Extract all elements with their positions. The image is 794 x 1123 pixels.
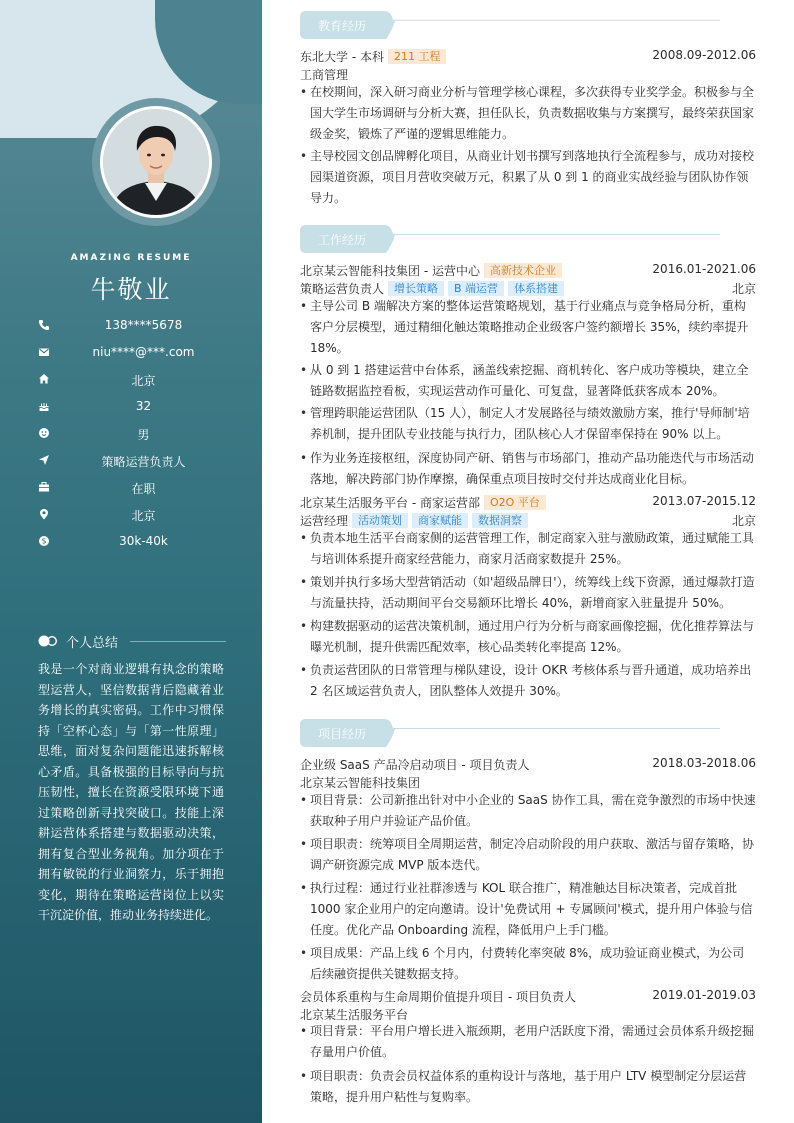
- contact-location: [0, 505, 262, 525]
- company-name: 北京某生活服务平台 - 商家运营部: [300, 496, 480, 510]
- project-name: 企业级 SaaS 产品冷启动项目 - 项目负责人: [300, 758, 530, 772]
- target-position-text: 策略运营负责人: [101, 455, 186, 469]
- summary-title: 个人总结: [66, 636, 119, 651]
- job-status-text: 在职: [131, 482, 156, 496]
- contact-age: [0, 397, 262, 417]
- phone-text: 138****5678: [104, 318, 183, 332]
- tagline: AMAZING RESUME: [70, 253, 192, 263]
- school-badge: 211 工程: [388, 49, 447, 64]
- education-major: 工商管理: [300, 68, 349, 82]
- skill-tag: 活动策划: [352, 513, 408, 528]
- job-city: 北京: [731, 514, 756, 528]
- project-bullet: • 项目成果：产品上线 6 个月内，付费转化率突破 8%，成功验证商业模式，为公司后续融资提供关键数据支持。: [300, 943, 756, 985]
- salary-text: 30k-40k: [119, 534, 168, 548]
- candidate-name: 牛敬业: [90, 275, 172, 304]
- projects-title: 项目经历: [318, 727, 367, 741]
- education-bullet: • 在校期间，深入研习商业分析与管理学核心课程，多次获得专业奖学金。积极参与全国大学生市场调研与分析大赛，担任队长，负责数据收集与方案撰写，最终荣获国家级金奖，锻炼了严谨的逻辑思维能力。: [300, 82, 756, 145]
- job-bullet: • 主导公司 B 端解决方案的整体运营策略规划，基于行业痛点与竞争格局分析，重构客户分层模型，通过精细化触达策略推动企业级客户签约额增长 35%，续约率提升 18%。: [300, 296, 756, 359]
- education-date: 2008.09-2012.06: [652, 48, 756, 62]
- age-text: 32: [135, 399, 152, 413]
- location-pin-icon: [38, 508, 50, 520]
- education-major-row: [300, 65, 756, 83]
- email-icon: [38, 346, 50, 358]
- job-bullet: • 构建数据驱动的运营决策机制，通过用户行为分析与商家画像挖掘，优化推荐算法与曝光机制，提升供需匹配效率，核心品类转化率提高 12%。: [300, 616, 756, 658]
- job-bullet: • 从 0 到 1 搭建运营中台体系，涵盖线索挖掘、商机转化、客户成功等模块，建立全链路数据监控看板，实现运营动作可量化、可复盘，显著降低获客成本 20%。: [300, 360, 756, 402]
- company-badge: 高新技术企业: [484, 263, 562, 278]
- project-bullet: • 项目背景：公司新推出针对中小企业的 SaaS 协作工具，需在竞争激烈的市场中快速获取种子用户并验证产品价值。: [300, 790, 756, 832]
- email-text: niu****@***.com: [92, 345, 195, 359]
- project-bullet: • 项目职责：负责会员权益体系的重构设计与落地，基于用户 LTV 模型制定分层运营策略，提升用户粘性与复购率。: [300, 1066, 756, 1108]
- salary-icon: [38, 535, 50, 547]
- project-bullet: • 项目职责：统筹项目全周期运营，制定冷启动阶段的用户获取、激活与留存策略，协调产研资源完成 MVP 版本迭代。: [300, 834, 756, 876]
- project-org: 北京某云智能科技集团: [300, 776, 421, 790]
- location-text: 北京: [131, 509, 156, 523]
- job-city: 北京: [731, 282, 756, 296]
- contact-email: [0, 343, 262, 363]
- project-date: 2018.03-2018.06: [652, 756, 756, 770]
- skill-tag: 增长策略: [388, 281, 444, 296]
- phone-icon: [38, 319, 50, 331]
- job-role-row: [300, 279, 756, 297]
- send-icon: [38, 454, 50, 466]
- contact-target-position: [0, 451, 262, 471]
- sidebar: [0, 0, 262, 1123]
- section-header-education: [300, 11, 720, 39]
- main-content: [262, 0, 794, 1123]
- section-header-work: [300, 225, 720, 253]
- project-header: [300, 987, 756, 1005]
- contact-home: [0, 370, 262, 390]
- job-bullet: • 负责本地生活平台商家侧的运营管理工作，制定商家入驻与激励政策，通过赋能工具与培训体系提升商家经营能力，商家月活商家数提升 25%。: [300, 528, 756, 570]
- gender-text: 男: [137, 428, 150, 442]
- skill-tag: 数据洞察: [472, 513, 528, 528]
- company-badge: O2O 平台: [484, 495, 546, 510]
- education-bullet: • 主导校园文创品牌孵化项目，从商业计划书撰写到落地执行全流程参与，成功对接校园渠道资源，项目月营收突破万元，积累了从 0 到 1 的商业实战经验与团队协作领导力。: [300, 146, 756, 209]
- project-org: 北京某生活服务平台: [300, 1008, 409, 1022]
- svg-text:$: $: [41, 536, 47, 546]
- project-org-row: [300, 773, 756, 791]
- project-header: [300, 755, 756, 773]
- contact-gender: [0, 424, 262, 444]
- school-name: 东北大学 - 本科: [300, 50, 384, 64]
- job-date: 2016.01-2021.06: [652, 262, 756, 276]
- skill-tag: 商家赋能: [412, 513, 468, 528]
- summary-text: 我是一个对商业逻辑有执念的策略型运营人，坚信数据背后隐藏着业务增长的真实密码。工作中习惯保持「空杯心态」与「第一性原理」思维，面对复杂问题能迅速拆解核心矛盾。具备极强的目标导向与抗压韧性，擅长在资源受限环境下通过策略创新寻找突破口。技能上深耕运营体系搭建与数据驱动决策，拥有复合型业务视角。加分项在于拥有敏锐的行业洞察力，乐于拥抱变化，期待在策略运营岗位上以实干沉淀价值，推动业务持续进化。: [38, 662, 224, 922]
- project-bullet: • 项目背景：平台用户增长进入瓶颈期，老用户活跃度下滑，需通过会员体系升级挖掘存量用户价值。: [300, 1021, 756, 1063]
- hometown-text: 北京: [131, 374, 156, 388]
- work-title: 工作经历: [318, 233, 367, 247]
- education-title: 教育经历: [318, 19, 367, 33]
- job-header: [300, 493, 756, 511]
- summary-heading: [38, 632, 226, 650]
- summary-divider: [130, 641, 226, 642]
- avatar-portrait-image: [103, 109, 209, 215]
- project-name: 会员体系重构与生命周期价值提升项目 - 项目负责人: [300, 990, 576, 1004]
- contact-status: [0, 478, 262, 498]
- education-header: [300, 47, 756, 65]
- job-bullet: • 管理跨职能运营团队（15 人），制定人才发展路径与绩效激励方案，推行'导师制'培养机制，提升团队专业技能与执行力，团队核心人才保留率保持在 90% 以上。: [300, 403, 756, 445]
- skill-tag: B 端运营: [448, 281, 504, 296]
- job-role-row: [300, 511, 756, 529]
- section-header-projects: [300, 719, 720, 747]
- job-bullet: • 负责运营团队的日常管理与梯队建设，设计 OKR 考核体系与晋升通道，成功培养出 2 名区域运营负责人，团队整体人效提升 30%。: [300, 660, 756, 702]
- job-role: 运营经理: [300, 514, 349, 528]
- contact-phone: [0, 316, 262, 336]
- cake-icon: [38, 400, 50, 412]
- job-date: 2013.07-2015.12: [652, 494, 756, 508]
- project-bullet: • 执行过程：通过行业社群渗透与 KOL 联合推广，精准触达目标决策者，完成首批 1000 家企业用户的定向邀请。设计'免费试用 + 专属顾问'模式，提升用户体验与信任度。优化产品 Onboarding 流程，降低用户上手门槛。: [300, 878, 756, 941]
- contact-salary: [0, 532, 262, 552]
- job-bullet: • 作为业务连接枢纽，深度协同产研、销售与市场部门，推动产品功能迭代与市场活动落地，解决跨部门协作摩擦，确保重点项目按时交付并达成商业化目标。: [300, 448, 756, 490]
- job-bullet: • 策划并执行多场大型营销活动（如'超级品牌日'），统筹线上线下资源，通过爆款打造与流量扶持，活动期间平台交易额环比增长 40%，新增商家入驻量提升 50%。: [300, 572, 756, 614]
- project-date: 2019.01-2019.03: [652, 988, 756, 1002]
- job-role: 策略运营负责人: [300, 282, 385, 296]
- briefcase-icon: [38, 481, 50, 493]
- avatar: [100, 106, 212, 218]
- toggle-icon: [38, 635, 58, 647]
- job-header: [300, 261, 756, 279]
- home-icon: [38, 373, 50, 385]
- gender-icon: [38, 427, 50, 439]
- skill-tag: 体系搭建: [508, 281, 564, 296]
- company-name: 北京某云智能科技集团 - 运营中心: [300, 264, 480, 278]
